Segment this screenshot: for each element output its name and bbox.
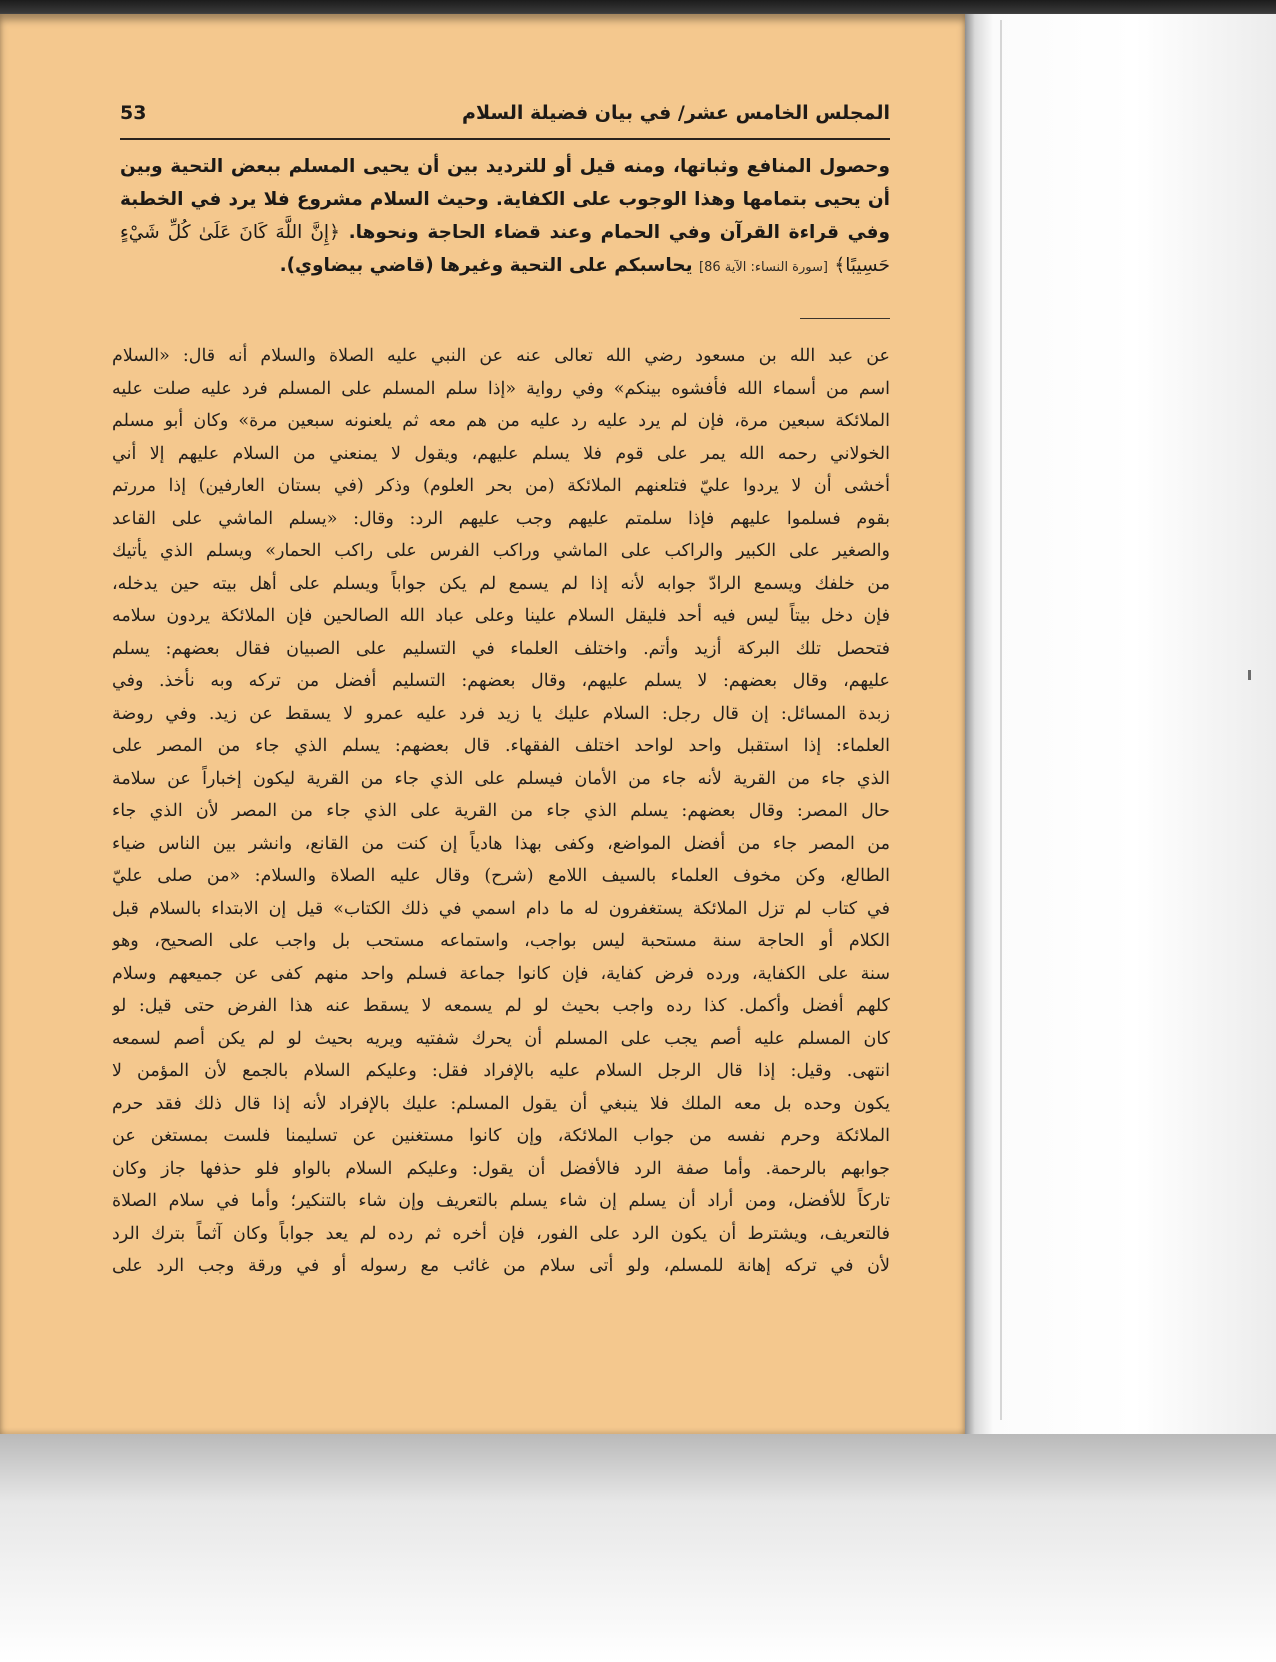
text-line: اسم من أسماء الله فأفشوه بينكم» وفي رواية «إذا سلم المسلم على المسلم فرد عليه صلت عليه — [112, 378, 890, 399]
text-line: تاركاً للأفضل، ومن أراد أن يسلم إن شاء يسلم بالتعريف وإن شاء بالتنكير؛ وأما في سلام الصلاة — [112, 1191, 890, 1211]
text-line: بقوم فسلموا عليهم فإذا سلمتم عليهم وجب عليهم الرد: وقال: «يسلم الماشي على القاعد — [112, 508, 890, 529]
text-line: كان المسلم عليه أصم يجب على المسلم أن يحرك شفتيه ويريه بحيث لو لم يكن أصم لسمعه — [112, 1028, 890, 1049]
text-line: في كتاب لم تزل الملائكة يستغفرون له ما دام اسمي في ذلك الكتاب» قيل إن الابتداء بالسلام قبل — [112, 898, 890, 919]
text-line: الملائكة وحرم نفسه من جواب الملائكة، وإن كانوا مستغنين عن تسليمنا فلست بمستغن عن — [112, 1126, 890, 1146]
text-line: فإن دخل بيتاً ليس فيه أحد فليقل السلام علينا وعلى عباد الله الصالحين فإن الملائكة يردون سلامه — [112, 606, 890, 626]
text-line: حال المصر: وقال بعضهم: يسلم الذي جاء من القرية على الذي جاء من المصر لأن الذي جاء — [112, 801, 890, 821]
text-line: جوابهم بالرحمة. وأما صفة الرد فالأفضل أن يقول: وعليكم السلام بالواو فلو حذفها جاز وكان — [112, 1158, 890, 1179]
commentary-paragraph — [120, 150, 890, 284]
text-line: سنة على الكفاية، ورده فرض كفاية، فإن كانوا جماعة فسلم واحد منهم كفى عن جميعهم وسلام — [112, 963, 890, 984]
text-line: الطالع، وكن مخوف العلماء بالسيف اللامع (شرح) وقال عليه الصلاة والسلام: «من صلى عليّ — [112, 866, 890, 886]
header-rule — [120, 138, 890, 140]
text-line: عن عبد الله بن مسعود رضي الله تعالى عنه عن النبي عليه الصلاة والسلام أنه قال: «السلام — [112, 346, 890, 366]
text-line: والصغير على الكبير والراكب على الماشي وراكب الفرس على راكب الحمار» ويسلم الذي يأتيك — [112, 541, 890, 561]
text-line: زبدة المسائل: إن قال رجل: السلام عليك يا زيد فرد عليه عمرو لا يسقط عن زيد. وفي روضة — [112, 703, 890, 724]
commentary-text-end: يحاسبكم على التحية وغيرها (قاضي بيضاوي). — [279, 255, 693, 276]
text-line: الكلام أو الحاجة سنة مستحبة ليس بواجب، واستماعه مستحب بل واجب على الصحيح، وهو — [112, 931, 890, 951]
quran-verse: ﴿إِنَّ اللَّهَ كَانَ عَلَىٰ كُلِّ شَيْءٍ حَسِيبًا﴾ — [120, 222, 890, 276]
text-line: العلماء: إذا استقبل واحد لواحد اختلف الفقهاء. قال بعضهم: يسلم الذي جاء من المصر على — [112, 736, 890, 756]
scanner-bottom-area — [0, 1434, 1276, 1662]
running-title: المجلس الخامس عشر/ في بيان فضيلة السلام — [462, 102, 890, 124]
text-line: من خلفك ويسمع الرادّ جوابه لأنه إذا لم يسمع لم يكن جواباً ويسلم على أهل بيته حين يدخله، — [112, 573, 890, 594]
text-line: كلهم أفضل وأكمل. كذا رده واجب بحيث لو لم يسمعه لا يسقط عنه هذا الفرض حتى قيل: لو — [112, 996, 890, 1016]
scan-speck — [1248, 670, 1251, 680]
verse-citation: [سورة النساء: الآية 86] — [699, 260, 828, 275]
text-line: فتحصل تلك البركة أزيد وأتم. واختلف العلماء في التسليم على الصبيان فقال بعضهم: يسلم — [112, 638, 890, 659]
text-line: لأن في تركه إهانة للمسلم، ولو أتى سلام من غائب مع رسوله أو في ورقة وجب الرد على — [112, 1256, 890, 1276]
text-line: الملائكة سبعين مرة، فإن لم يرد عليه رد عليه من هم معه ثم يلعنونه سبعين مرة» وكان أبو مسلم — [112, 411, 890, 431]
section-divider — [800, 318, 890, 319]
text-line: الذي جاء من القرية لأنه جاء من الأمان فيسلم على الذي جاء من القرية ليكون إخباراً عن سلامة — [112, 768, 890, 789]
text-line: من المصر جاء من أفضل المواضع، وكفى بهذا هادياً إن كنت من القانع، وانشر بين الناس ضياء — [112, 833, 890, 854]
text-line: عليهم، وقال بعضهم: لا يسلم عليهم، وقال بعضهم: التسليم أفضل من تركه وبه نأخذ. وفي — [112, 671, 890, 691]
page-header — [120, 102, 890, 136]
text-line: انتهى. وقيل: إذا قال الرجل السلام عليه بالإفراد فقل: وعليكم السلام بالجمع لأن المؤمن لا — [112, 1061, 890, 1081]
page-edge-line — [1000, 20, 1002, 1420]
page-number: 53 — [120, 102, 147, 124]
page-edge — [965, 14, 1276, 1434]
main-text-block — [112, 340, 890, 1283]
commentary-text: وحصول المنافع وثباتها، ومنه قيل أو للترديد بين أن يحيى المسلم ببعض التحية وبين أن يحيى بتمامها وهذا الوجوب على الكفاية. وحيث السلام مشروع فلا يرد في الخطبة وفي قراءة القرآن وفي الحمام وعند قضاء الحاجة ونحوها. — [120, 156, 890, 243]
text-line: يكون وحده بل معه الملك فلا ينبغي أن يقول المسلم: عليك بالإفراد لأنه إذا قال ذلك فقد حرم — [112, 1093, 890, 1114]
text-line: أخشى أن لا يردوا عليّ فتلعنهم الملائكة (من بحر العلوم) وذكر (في بستان العارفين) إذا مررتم — [112, 476, 890, 496]
text-line: فالتعريف، ويشترط أن يكون الرد على الفور، فإن أخره ثم رده لم يعد جواباً وكان آثماً بترك الرد — [112, 1223, 890, 1244]
text-line: الخولاني رحمه الله يمر على قوم فلا يسلم عليهم، ويقول لا يمنعني من السلام عليهم إلا أني — [112, 443, 890, 464]
